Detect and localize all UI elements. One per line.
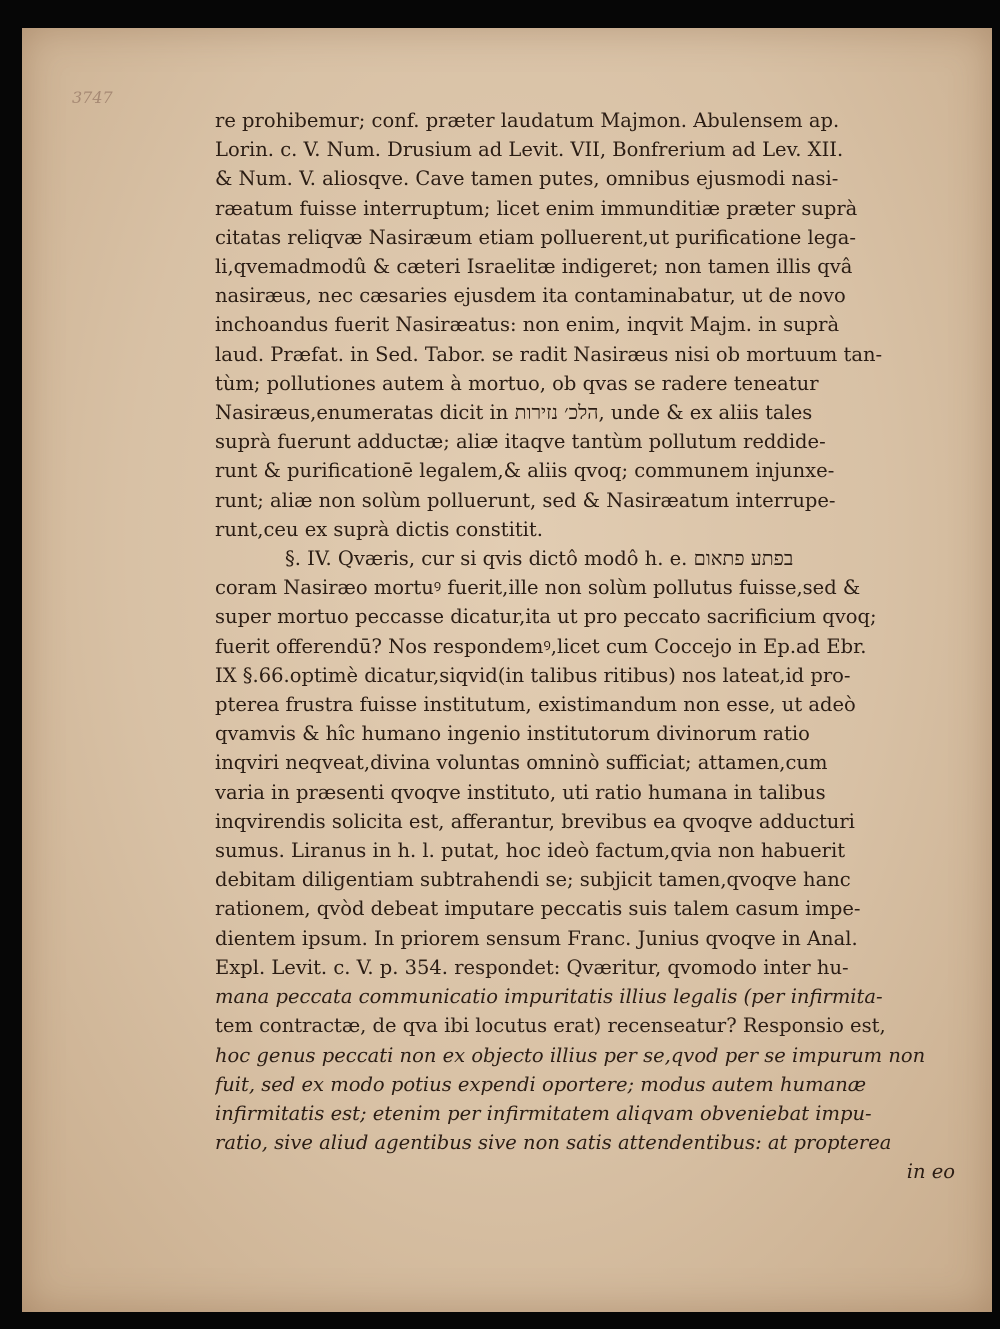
text-line: inqviri neqveat,divina voluntas omninò sufficiat; attamen,cum (215, 751, 828, 775)
text-line: inchoandus fuerit Nasiræatus: non enim, inqvit Majm. in suprà (215, 313, 840, 337)
quote-line: infirmitatis est; etenim per infirmitatem aliqvam obveniebat impu- (215, 1101, 872, 1125)
text-line: inqvirendis solicita est, afferantur, brevibus ea qvoqve adducturi (215, 809, 855, 833)
text-line: laud. Præfat. in Sed. Tabor. se radit Nasiræus nisi ob mortuum tan- (215, 342, 883, 366)
document-page (22, 28, 992, 1312)
text-line: qvamvis & hîc humano ingenio institutorum divinorum ratio (215, 722, 810, 746)
section-heading-line: §. IV. Qværis, cur si qvis dictô modô h. e. בפתע פתאום (285, 547, 794, 571)
margin-note: 3747 (72, 88, 113, 107)
text-line: runt; aliæ non solùm polluerunt, sed & Nasiræatum interrupe- (215, 488, 836, 512)
body-text (215, 106, 955, 1187)
text-line: tùm; pollutiones autem à mortuo, ob qvas se radere teneatur (215, 371, 819, 395)
text-line: Expl. Levit. c. V. p. 354. respondet: Qværitur, qvomodo inter hu- (215, 955, 849, 979)
quote-line: fuit, sed ex modo potius expendi oportere; modus autem humanæ (215, 1072, 867, 1096)
text-line: citatas reliqvæ Nasiræum etiam polluerent,ut purificatione lega- (215, 225, 856, 249)
text-line: runt,ceu ex suprà dictis constitit. (215, 517, 543, 541)
catchword: in eo (906, 1160, 955, 1184)
text-line: rationem, qvòd debeat imputare peccatis suis talem casum impe- (215, 897, 861, 921)
text-line: fuerit offerendū? Nos respondemꝰ,licet cum Coccejo in Ep.ad Ebr. (215, 634, 867, 658)
text-line: coram Nasiræo mortuꝰ fuerit,ille non solùm pollutus fuisse,sed & (215, 576, 861, 600)
text-line: re prohibemur; conf. præter laudatum Majmon. Abulensem ap. (215, 109, 840, 132)
text-line: & Num. V. aliosqve. Cave tamen putes, omnibus ejusmodi nasi- (215, 167, 839, 191)
text-line: IX §.66.optimè dicatur,siqvid(in talibus ritibus) nos lateat,id pro- (215, 663, 851, 687)
text-line: nasiræus, nec cæsaries ejusdem ita contaminabatur, ut de novo (215, 284, 846, 308)
text-line: varia in præsenti qvoqve instituto, uti ratio humana in talibus (215, 780, 826, 804)
text-line: debitam diligentiam subtrahendi se; subjicit tamen,qvoqve hanc (215, 868, 851, 892)
text-line: tem contractæ, de qva ibi locutus erat) recenseatur? Responsio est, (215, 1014, 886, 1038)
text-line: suprà fuerunt adductæ; aliæ itaqve tantùm pollutum reddide- (215, 430, 826, 454)
text-line: super mortuo peccasse dicatur,ita ut pro peccato sacrificium qvoq; (215, 605, 877, 629)
text-line: runt & purificationē legalem,& aliis qvoq; communem injunxe- (215, 459, 835, 483)
text-line: dientem ipsum. In priorem sensum Franc. Junius qvoqve in Anal. (215, 926, 858, 950)
text-line: ræatum fuisse interruptum; licet enim immunditiæ præter suprà (215, 196, 858, 220)
quote-line: hoc genus peccati non ex objecto illius per se,qvod per se impurum non (215, 1043, 926, 1067)
text-line: sumus. Liranus in h. l. putat, hoc ideò factum,qvia non habuerit (215, 839, 846, 863)
text-line: Nasiræus,enumeratas dicit in הלכ׳ נזירות, unde & ex aliis tales (215, 401, 813, 425)
text-line: li,qvemadmodû & cæteri Israelitæ indigeret; non tamen illis qvâ (215, 255, 853, 279)
quote-line: ratio, sive aliud agentibus sive non satis attendentibus: at propterea (215, 1131, 892, 1155)
text-line: pterea frustra fuisse institutum, existimandum non esse, ut adeò (215, 693, 856, 717)
text-line: Lorin. c. V. Num. Drusium ad Levit. VII, Bonfrerium ad Lev. XII. (215, 138, 844, 162)
quote-line: mana peccata communicatio impuritatis illius legalis (per infirmita- (215, 985, 883, 1009)
